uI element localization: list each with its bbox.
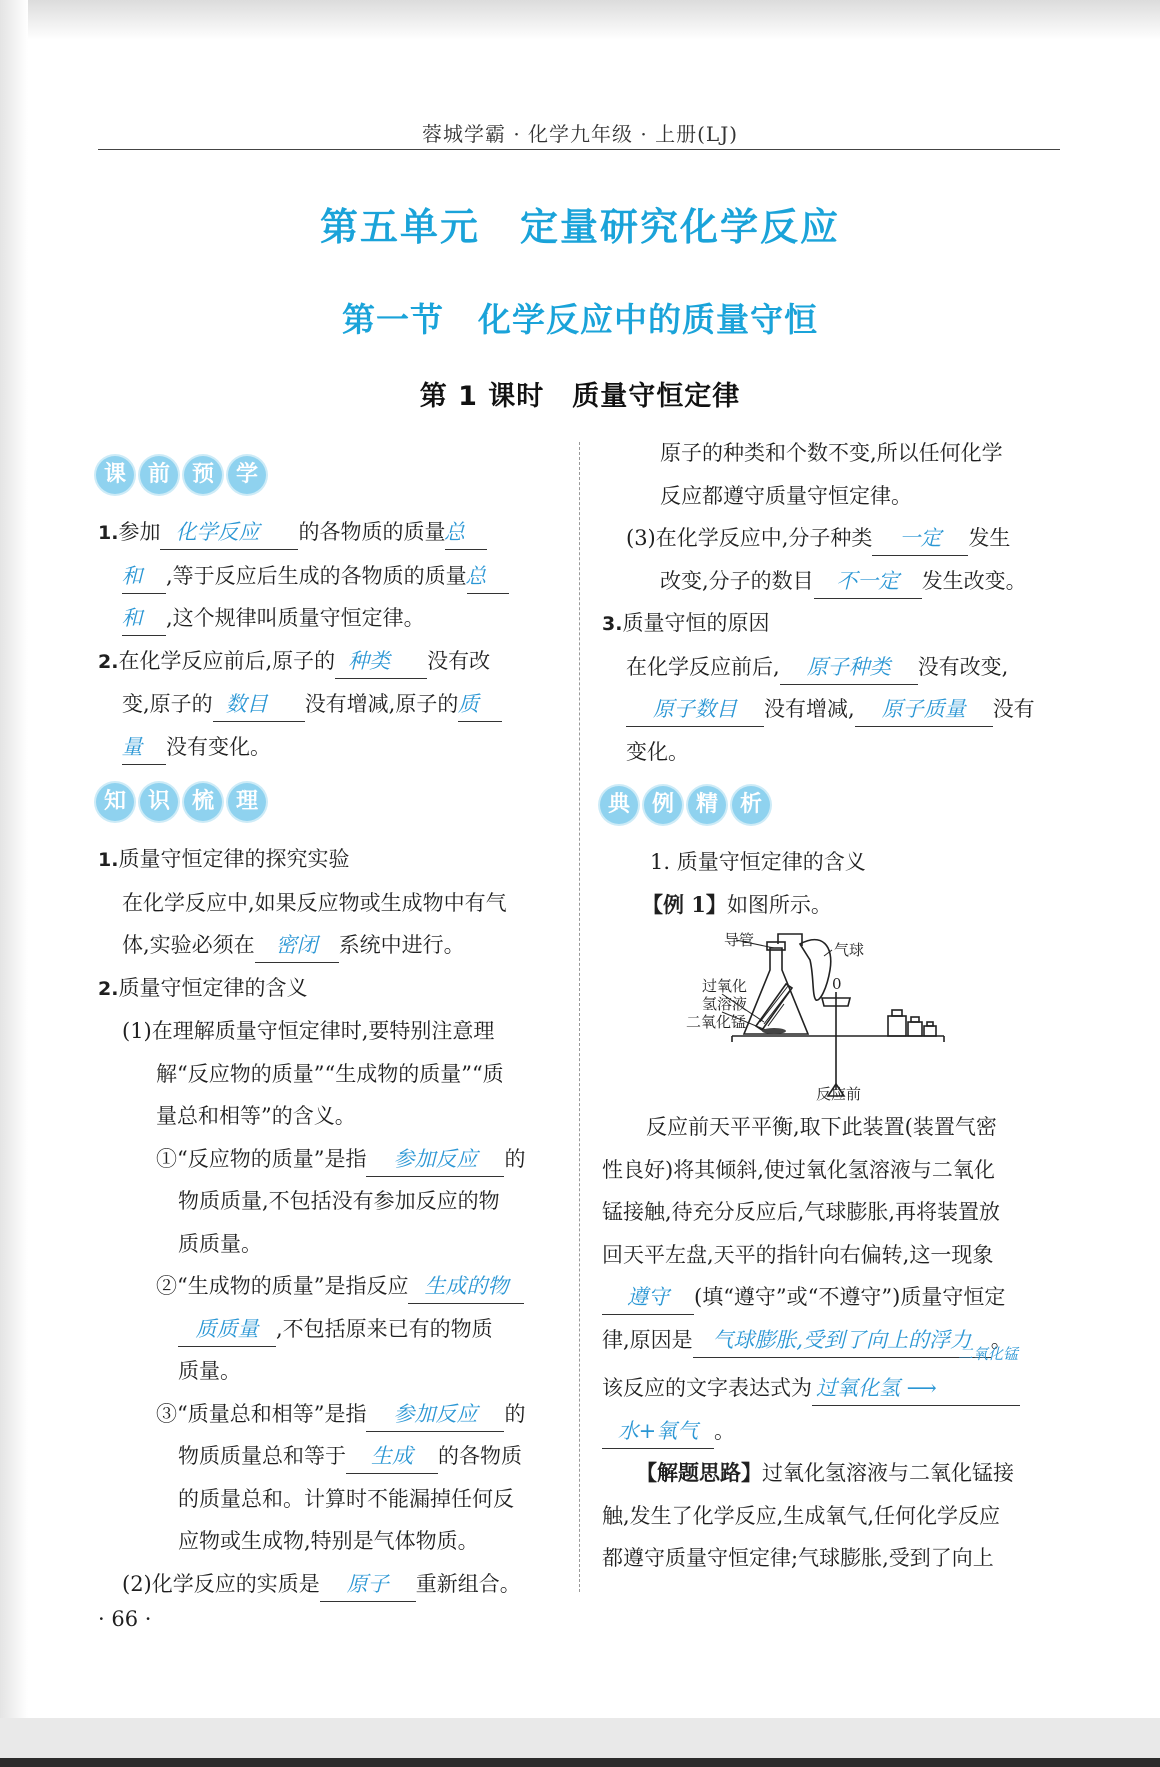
- text: 没有增减,原子的: [304, 692, 459, 716]
- answer-blank: 一定: [872, 521, 968, 556]
- text: 性良好)将其倾斜,使过氧化氢溶液与二氧化: [602, 1157, 995, 1182]
- label-tube: 导管: [724, 931, 755, 949]
- text: 质质量。: [178, 1231, 262, 1256]
- answer-blank: 量: [122, 730, 166, 765]
- text: 没有改变,: [917, 654, 1009, 679]
- text: 质量。: [178, 1359, 241, 1383]
- page-number: · 66 ·: [98, 1607, 152, 1631]
- text: 在化学反应前后,: [626, 654, 780, 679]
- banner-char: 识: [140, 783, 178, 821]
- header-rule: [98, 149, 1060, 150]
- hint-label: 【解题思路】: [636, 1460, 762, 1485]
- example-subtitle: 1. 质量守恒定律的含义: [650, 850, 866, 874]
- solution-hint: [602, 1452, 1060, 1580]
- text: (2)化学反应的实质是: [122, 1571, 320, 1596]
- answer-blank: 质质量: [178, 1312, 276, 1347]
- text: 触,发生了化学反应,生成氧气,任何化学反应: [602, 1503, 1001, 1528]
- answer-blank: 总: [467, 559, 509, 594]
- text: 如图所示。: [726, 892, 832, 917]
- text: 律,原因是: [602, 1327, 693, 1352]
- answer-blank: 种类: [335, 644, 427, 679]
- knowledge-point-1: [98, 838, 558, 882]
- answer-blank: 生成的物: [408, 1269, 524, 1304]
- answer-blank: 和: [122, 559, 166, 594]
- banner-char: 析: [732, 786, 770, 824]
- text: 的质量总和。计算时不能漏掉任何反: [178, 1486, 514, 1511]
- text: 物质质量总和等于: [178, 1444, 346, 1468]
- banner-preview: [96, 451, 558, 499]
- point-title: 质量守恒定律的含义: [118, 975, 308, 1000]
- knowledge-1-body: [98, 882, 558, 967]
- banner-char: 梳: [184, 783, 222, 821]
- banner-examples: [600, 781, 1060, 829]
- text: ,这个规律叫质量守恒定律。: [166, 606, 425, 630]
- text: 物质质量,不包括没有参加反应的物: [178, 1189, 500, 1213]
- answer-blank: 参加反应: [366, 1397, 504, 1432]
- banner-char: 理: [228, 783, 266, 821]
- reaction-expression: [812, 1345, 1020, 1410]
- clause-3: [98, 1393, 558, 1563]
- text: 反应都遵守质量守恒定律。: [660, 483, 912, 508]
- reactant: 过氧化氢: [816, 1376, 900, 1400]
- left-column: [98, 445, 558, 1605]
- clause-1: [98, 1138, 558, 1266]
- text: 体,实验必须在: [122, 933, 255, 957]
- answer-blank: 总: [445, 515, 487, 550]
- text: 都遵守质量守恒定律;气球膨胀,受到了向上: [602, 1546, 994, 1570]
- banner-char: 精: [688, 786, 726, 824]
- catalyst-label: 二氧化锰: [957, 1345, 1018, 1363]
- example-1-intro: [602, 884, 1060, 927]
- preview-question-1: [98, 511, 558, 640]
- right-column: [602, 432, 1060, 1580]
- banner-knowledge: [96, 778, 558, 826]
- answer-blank: 不一定: [814, 564, 922, 599]
- text: (3)在化学反应中,分子种类: [626, 526, 873, 550]
- text: 参加: [118, 520, 161, 544]
- answer-blank: 数目: [213, 687, 305, 722]
- answer-blank: 原子数目: [626, 692, 764, 727]
- text: 。: [990, 1327, 1012, 1352]
- text: 变化。: [626, 739, 689, 764]
- text: 重新组合。: [415, 1571, 521, 1596]
- knowledge-point-2: [98, 967, 558, 1011]
- text: 没有变化。: [166, 734, 271, 759]
- knowledge-point-3: [602, 602, 1060, 646]
- bottom-band: [0, 1718, 1160, 1767]
- text: 没有增减,: [764, 697, 855, 721]
- label-zero: 0: [832, 975, 842, 993]
- text: 回天平左盘,天平的指针向右偏转,这一现象: [602, 1242, 994, 1267]
- text: 的各物质的质量: [298, 520, 446, 544]
- text: 的: [504, 1401, 526, 1426]
- text: 在化学反应前后,原子的: [118, 648, 336, 673]
- column-divider: [579, 442, 580, 1592]
- text: 的各物质: [438, 1444, 522, 1468]
- running-head: 蓉城学霸 · 化学九年级 · 上册(LJ): [421, 122, 739, 146]
- lesson-title: 第 1 课时 质量守恒定律: [419, 381, 741, 412]
- text: ①“反应物的质量”是指: [156, 1146, 367, 1171]
- answer-blank: 原子种类: [780, 650, 918, 685]
- answer-blank: 原子: [320, 1567, 416, 1602]
- answer-blank: 密闭: [255, 928, 339, 963]
- text: 量总和相等”的含义。: [156, 1104, 356, 1128]
- point-title: 质量守恒的原因: [622, 611, 770, 635]
- unit-title: 第五单元 定量研究化学反应: [319, 205, 840, 249]
- text: 解“反应物的质量”“生成物的质量”“质: [156, 1061, 504, 1086]
- point-number: 2.: [98, 977, 119, 1000]
- text: ③“质量总和相等”是指: [156, 1401, 367, 1426]
- text: 锰接触,待充分反应后,气球膨胀,再将装置放: [602, 1200, 1001, 1224]
- question-number: 2.: [98, 650, 119, 673]
- point-title: 质量守恒定律的探究实验: [118, 847, 350, 871]
- text: 改变,分子的数目: [660, 568, 814, 593]
- example-label: 【例 1】: [642, 891, 727, 917]
- text: 在化学反应中,如果反应物或生成物中有气: [122, 890, 507, 915]
- text: 原子的种类和个数不变,所以任何化学: [660, 441, 1003, 465]
- text: 过氧化氢溶液与二氧化锰接: [762, 1461, 1014, 1485]
- question-number: 1.: [98, 522, 119, 544]
- answer-blank: 遵守: [602, 1280, 694, 1315]
- example-1-expression: [602, 1345, 1060, 1452]
- knowledge-2-2: [98, 1563, 558, 1606]
- point-number: 1.: [98, 849, 119, 871]
- banner-char: 学: [228, 456, 266, 494]
- text: ,不包括原来已有的物质: [276, 1316, 493, 1341]
- knowledge-2-3: [602, 517, 1060, 602]
- knowledge-3-body: [602, 646, 1060, 774]
- answer-blank: 和: [122, 601, 166, 636]
- text: 发生: [968, 526, 1011, 550]
- text: 没有: [992, 697, 1035, 721]
- text: 。: [714, 1418, 735, 1443]
- label-reagent: 过氧化: [702, 977, 748, 995]
- clause-2: [98, 1265, 558, 1393]
- section-title: 第一节 化学反应中的质量守恒: [342, 300, 818, 339]
- answer-blank: 气球膨胀,受到了向上的浮力: [693, 1323, 991, 1358]
- point-number: 3.: [602, 613, 623, 635]
- text: 没有改: [427, 648, 491, 673]
- label-reagent: 二氧化锰: [686, 1013, 747, 1031]
- answer-blank: 过氧化氢 ⟶: [812, 1371, 1020, 1406]
- answer-blank: 生成: [346, 1439, 438, 1474]
- banner-char: 例: [644, 786, 682, 824]
- answer-blank: 化学反应: [160, 515, 298, 550]
- page-shadow: [0, 0, 1160, 40]
- knowledge-2-2-cont: [602, 432, 1060, 517]
- balance-figure: [602, 926, 1060, 1106]
- example-1-body: [602, 1106, 1060, 1361]
- banner-char: 课: [96, 456, 134, 494]
- text: (1)在理解质量守恒定律时,要特别注意理: [122, 1019, 495, 1043]
- text: 系统中进行。: [338, 933, 465, 957]
- banner-char: 预: [184, 456, 222, 494]
- banner-char: 前: [140, 456, 178, 494]
- text: 的: [504, 1146, 526, 1171]
- label-balloon: 气球: [834, 941, 865, 959]
- answer-blank: 水+氧气: [602, 1414, 714, 1449]
- answer-blank: 原子质量: [855, 692, 993, 727]
- text: (填“遵守”或“不遵守”)质量守恒定: [694, 1285, 1006, 1309]
- text: ②“生成物的质量”是指反应: [156, 1274, 409, 1298]
- text: ,等于反应后生成的各物质的质量: [166, 563, 467, 588]
- banner-char: 知: [96, 783, 134, 821]
- text: 发生改变。: [921, 568, 1027, 593]
- text: 该反应的文字表达式为: [602, 1376, 812, 1400]
- answer-blank: 参加反应: [366, 1142, 504, 1177]
- text: 反应前天平平衡,取下此装置(装置气密: [646, 1115, 997, 1139]
- page-shadow-left: [0, 0, 28, 1767]
- text: 应物或生成物,特别是气体物质。: [178, 1529, 479, 1553]
- knowledge-2-1: [98, 1010, 558, 1138]
- preview-question-2: [98, 640, 558, 769]
- figure-caption: 反应前: [816, 1085, 862, 1103]
- answer-blank: 质: [458, 687, 502, 722]
- label-reagent: 氢溶液: [702, 995, 748, 1013]
- banner-char: 典: [600, 786, 638, 824]
- text: 变,原子的: [122, 692, 213, 716]
